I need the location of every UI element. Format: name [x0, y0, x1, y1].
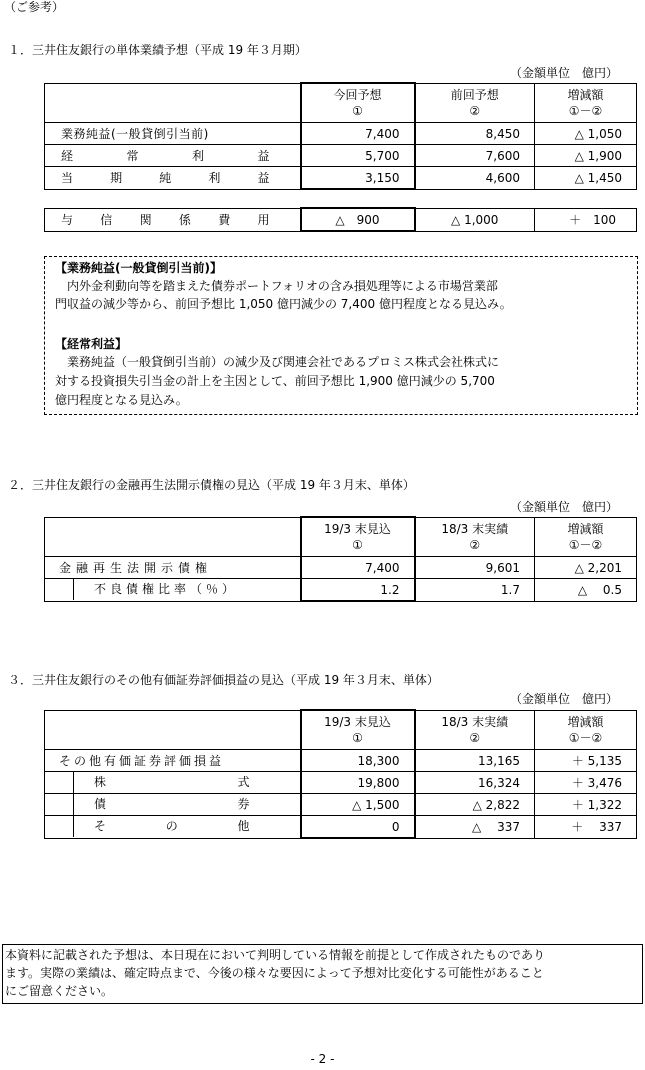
table-row	[45, 145, 637, 167]
cell-value: 13,165	[415, 750, 535, 772]
header-blank	[45, 710, 301, 750]
cell-value: △ 2,201	[535, 557, 637, 579]
cell-value: △ 900	[301, 208, 415, 231]
header-blank	[45, 83, 301, 123]
disclaimer-line: 本資料に記載された予想は、本日現在において判明している情報を前提として作成されたものであり	[5, 948, 546, 962]
table-row	[45, 772, 637, 794]
cell-value: 0	[301, 816, 415, 839]
col-header-previous: 前回予想 ②	[415, 83, 535, 123]
section2-title: ２．三井住友銀行の金融再生法開示債権の見込（平成 19 年３月末、単体）	[8, 478, 415, 492]
col-header-change: 増減額 ①－②	[535, 517, 637, 557]
cell-value: 1.2	[301, 579, 415, 602]
page-number: - 2 -	[310, 1052, 335, 1066]
row-label: 株 式	[73, 772, 300, 793]
row-label-cell	[45, 794, 301, 816]
cell-value: △ 1,000	[415, 208, 535, 231]
section2-unit: （金額単位 億円）	[510, 500, 619, 514]
cell-value: ＋ 3,476	[535, 772, 637, 794]
table-row	[45, 208, 637, 231]
section3-title: ３．三井住友銀行のその他有価証券評価損益の見込（平成 19 年３月末、単体）	[8, 673, 439, 687]
cell-value: △ 337	[415, 816, 535, 839]
section1-table	[44, 82, 637, 190]
section2-table	[44, 516, 637, 602]
row-label-cell	[45, 579, 301, 602]
row-label: そ の 他	[73, 816, 300, 837]
disclaimer-line: ます。実際の業績は、確定時点まで、今後の様々な要因によって予想対比変化する可能性があること	[5, 966, 544, 980]
cell-value: 8,450	[415, 123, 535, 145]
cell-value: 4,600	[415, 167, 535, 190]
credit-cost-table	[44, 207, 637, 232]
col-header-change: 増減額 ①－②	[535, 710, 637, 750]
cell-value: △ 1,450	[535, 167, 637, 190]
table-row	[45, 557, 637, 579]
note-line: 対する投資損失引当金の計上を主因として、前回予想比 1,900 億円減少の 5,700	[55, 374, 495, 388]
cell-value: 18,300	[301, 750, 415, 772]
row-label-cell	[45, 816, 301, 839]
cell-value: △ 0.5	[535, 579, 637, 602]
disclaimer-box	[2, 944, 643, 1004]
note-line: 業務純益（一般貸倒引当前）の減少及び関連会社であるプロミス株式会社株式に	[67, 355, 500, 369]
col-header-current: 19/3 末見込 ①	[301, 710, 415, 750]
row-label: 当 期 純 利 益	[45, 167, 301, 190]
cell-value: 1.7	[415, 579, 535, 602]
section1-unit: （金額単位 億円）	[510, 66, 619, 80]
cell-value: ＋ 337	[535, 816, 637, 839]
row-label: 与 信 関 係 費 用	[45, 208, 301, 231]
notes-box	[44, 256, 638, 415]
table-row	[45, 579, 637, 602]
cell-value: △ 1,050	[535, 123, 637, 145]
cell-value: △ 2,822	[415, 794, 535, 816]
table-row	[45, 816, 637, 839]
table-row	[45, 750, 637, 772]
note-heading: 【経常利益】	[55, 337, 128, 351]
cell-value: 5,700	[301, 145, 415, 167]
section1-title: １．三井住友銀行の単体業績予想（平成 19 年３月期）	[8, 43, 307, 57]
row-label: 業務純益(一般貸倒引当前)	[45, 123, 301, 145]
note-heading: 【業務純益(一般貸倒引当前)】	[55, 261, 222, 275]
row-label-cell	[45, 772, 301, 794]
section3-table	[44, 709, 637, 839]
cell-value: △ 1,900	[535, 145, 637, 167]
disclaimer-line: にご留意ください。	[5, 984, 114, 998]
col-header-previous: 18/3 末実績 ②	[415, 517, 535, 557]
note-line: 億円程度となる見込み。	[55, 393, 188, 407]
table-row	[45, 794, 637, 816]
cell-value: 7,400	[301, 557, 415, 579]
row-label: その他有価証券評価損益	[45, 750, 301, 772]
cell-value: 16,324	[415, 772, 535, 794]
row-label: 経 常 利 益	[45, 145, 301, 167]
cell-value: ＋ 1,322	[535, 794, 637, 816]
cell-value: △ 1,500	[301, 794, 415, 816]
cell-value: ＋ 5,135	[535, 750, 637, 772]
col-header-previous: 18/3 末実績 ②	[415, 710, 535, 750]
cell-value: ＋ 100	[535, 208, 637, 231]
cell-value: 3,150	[301, 167, 415, 190]
cell-value: 19,800	[301, 772, 415, 794]
header-blank	[45, 517, 301, 557]
table-row	[45, 123, 637, 145]
col-header-current: 19/3 末見込 ①	[301, 517, 415, 557]
cell-value: 7,600	[415, 145, 535, 167]
reference-label: （ご参考）	[4, 0, 65, 14]
col-header-change: 増減額 ①－②	[535, 83, 637, 123]
table-row	[45, 167, 637, 190]
row-label: 債 券	[73, 794, 300, 815]
row-label: 金融再生法開示債権	[45, 557, 301, 579]
cell-value: 9,601	[415, 557, 535, 579]
row-label: 不良債権比率（％）	[73, 579, 300, 600]
col-header-current: 今回予想 ①	[301, 83, 415, 123]
cell-value: 7,400	[301, 123, 415, 145]
note-line: 内外金利動向等を踏まえた債券ポートフォリオの含み損処理等による市場営業部	[67, 279, 498, 293]
section3-unit: （金額単位 億円）	[510, 692, 619, 706]
note-line: 門収益の減少等から、前回予想比 1,050 億円減少の 7,400 億円程度となる見込み。	[55, 297, 512, 311]
